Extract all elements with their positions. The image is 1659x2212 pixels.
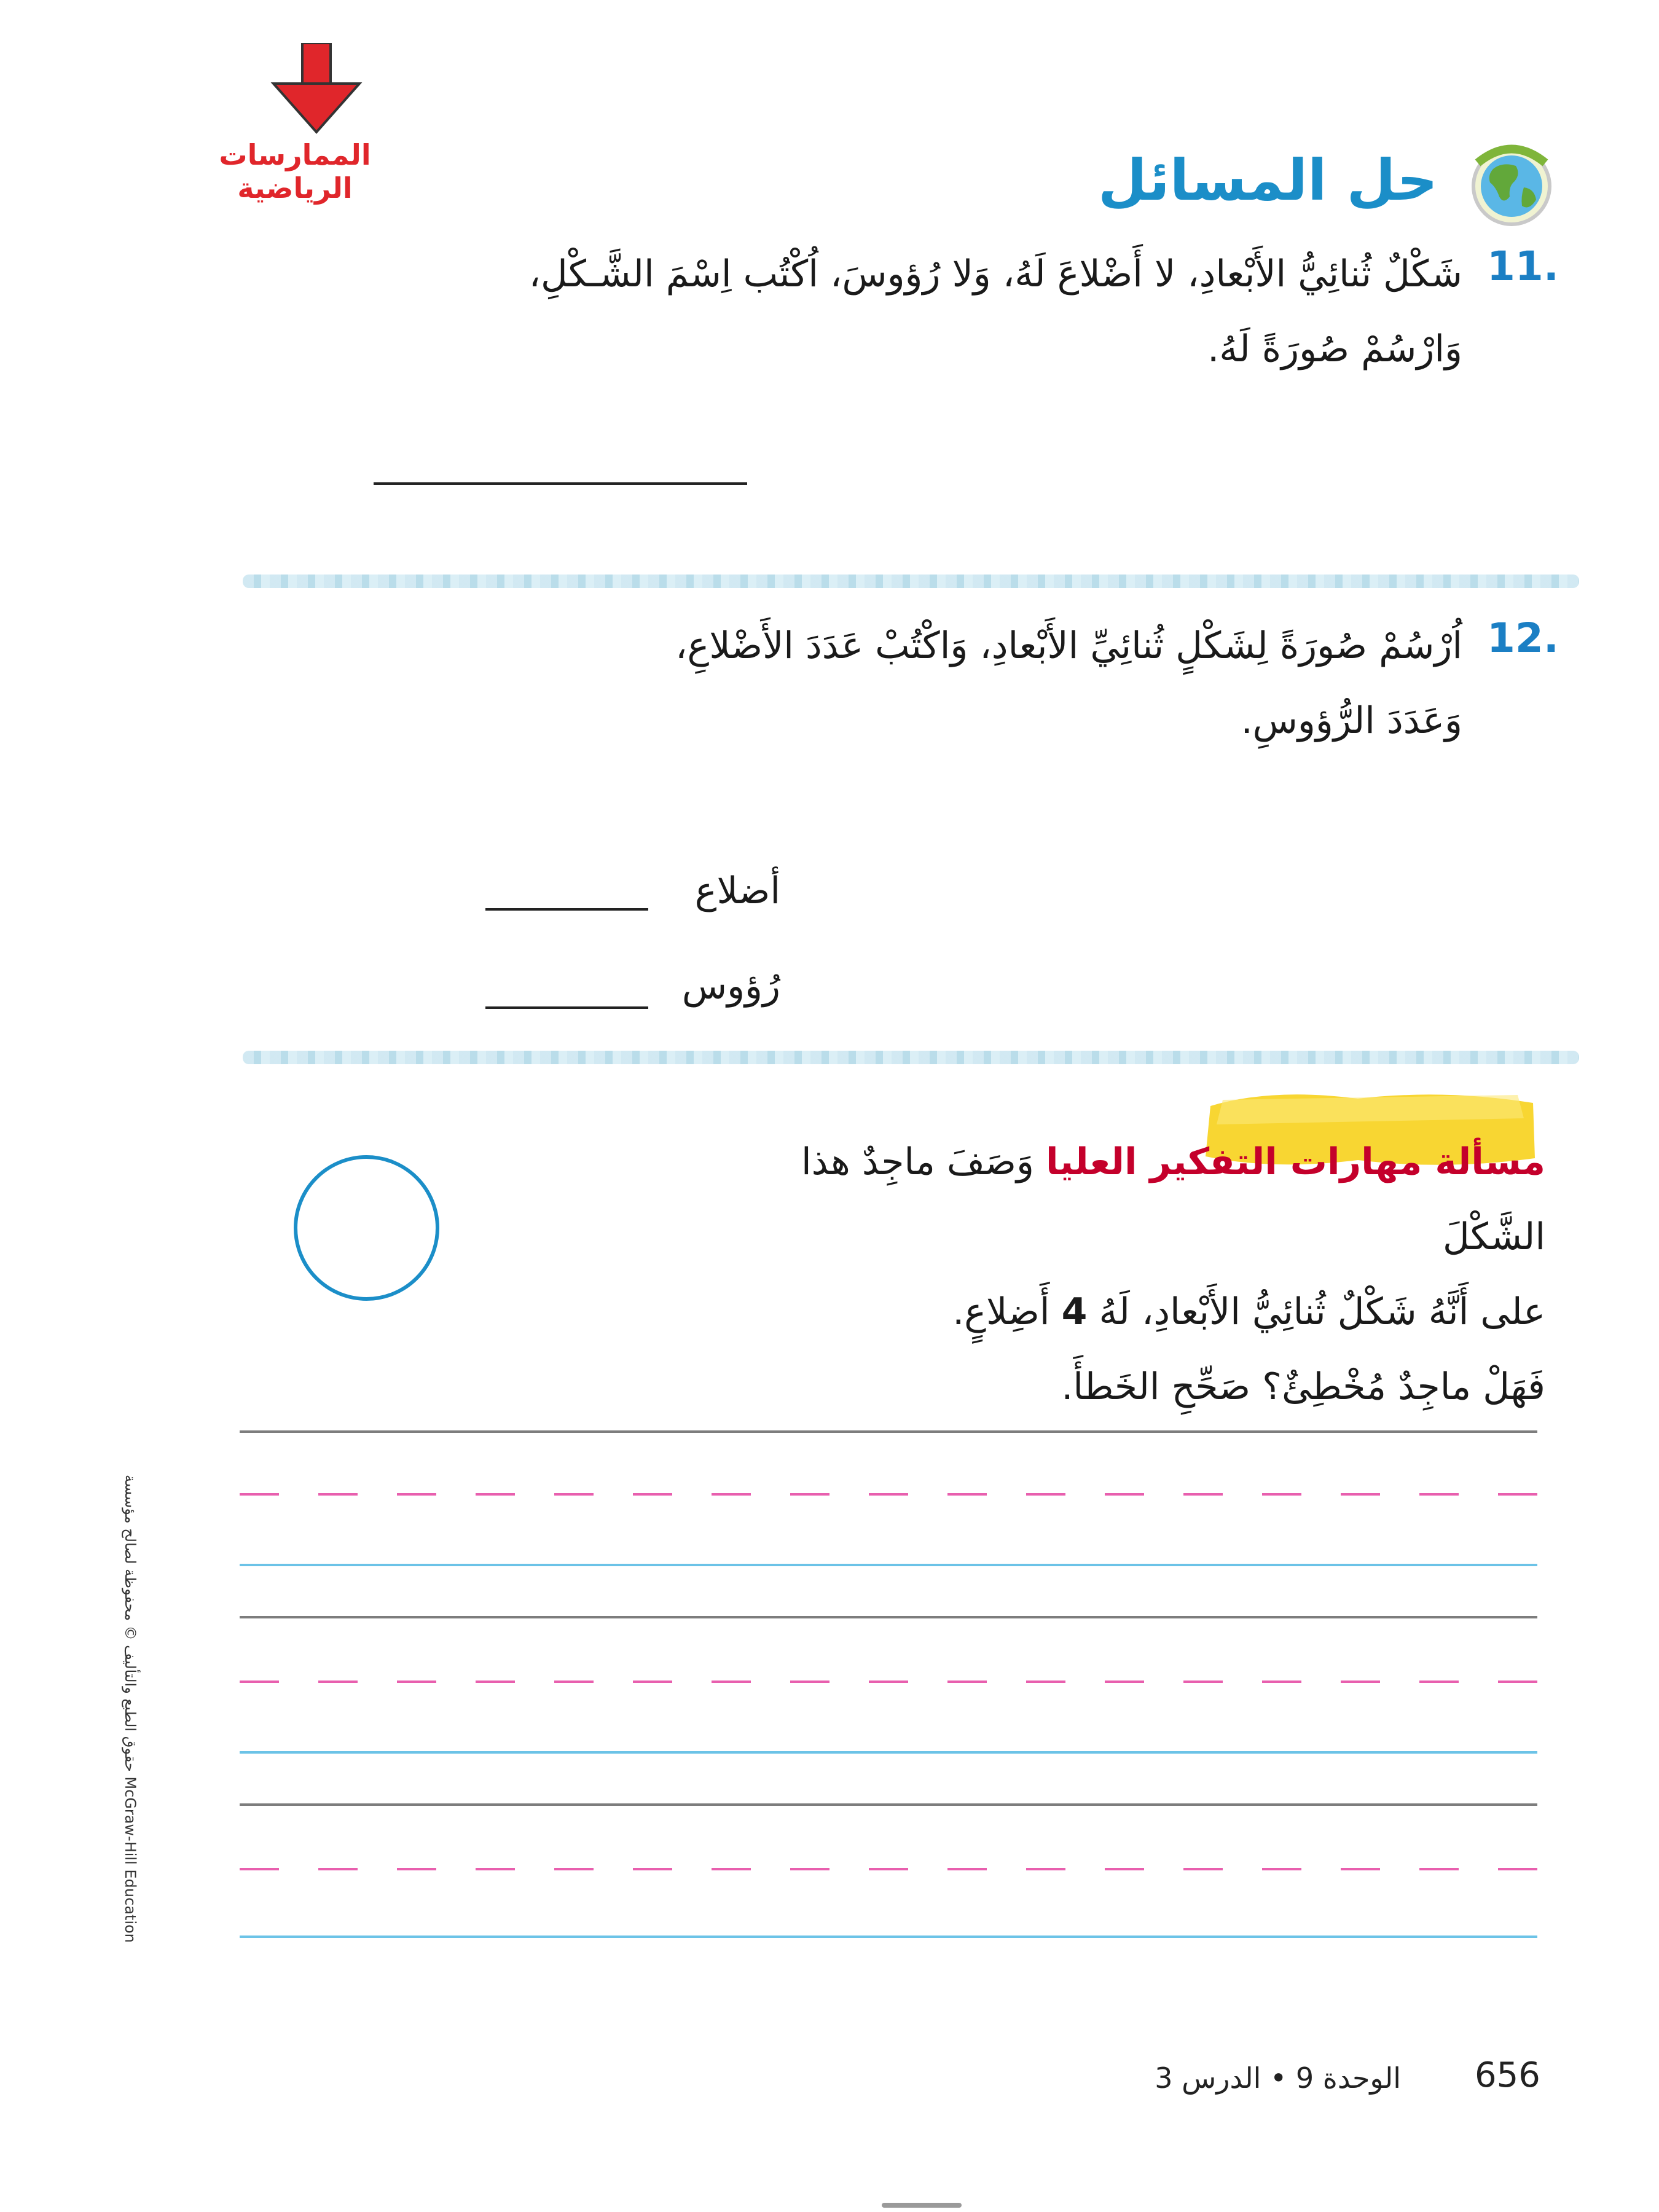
answer-line[interactable] [374, 482, 747, 485]
section-divider [243, 575, 1579, 588]
question-number: 11. [1487, 243, 1559, 290]
unit-lesson [1094, 2061, 1401, 2095]
hots-text-1: وَصَفَ ماجِدٌ هذا الشَّكْلَ [801, 1140, 1545, 1258]
lesson-label: الدرس [1182, 2061, 1261, 2095]
globe-icon [1465, 138, 1558, 230]
writing-guide [240, 1868, 1537, 1870]
hots-number: 4 [1061, 1290, 1088, 1333]
writing-line[interactable] [240, 1616, 1537, 1618]
writing-baseline [240, 1564, 1537, 1566]
circle-shape [294, 1155, 439, 1301]
writing-guide [240, 1493, 1537, 1496]
copyright-notice [112, 1475, 139, 1979]
question-text: شَكْلٌ ثُنائِيُّ الأَبْعادِ، لا أَضْلاعَ لَهُ، وَلا رُؤوسَ، اُكْتُب اِسْمَ الشَّـكْلِ، وَارْسُمْ صُورَةً لَهُ. [528, 253, 1462, 371]
math-practices-label: الممارسات الرياضية [219, 138, 371, 205]
hots-text-2b: أَضِلاعٍ. [952, 1290, 1050, 1333]
vertices-answer-row [485, 965, 780, 1026]
hots-line-1 [697, 1124, 1545, 1274]
sides-blank[interactable] [485, 908, 648, 911]
question-number: 12. [1487, 614, 1559, 662]
writing-baseline [240, 1936, 1537, 1938]
vertices-label: رُؤوس [681, 965, 780, 1008]
bullet: • [1270, 2061, 1287, 2095]
section-title: حل المسائل [1097, 147, 1438, 213]
writing-baseline [240, 1751, 1537, 1754]
hots-line-2 [697, 1274, 1545, 1349]
home-indicator[interactable] [882, 2203, 962, 2208]
hots-label: مسألة مهارات التفكير العليا [1046, 1140, 1545, 1183]
writing-line[interactable] [240, 1430, 1537, 1433]
unit-label: الوحدة [1322, 2061, 1401, 2095]
hots-problem [697, 1124, 1545, 1424]
hots-text-2a: على أَنَّهُ شَكْلٌ ثُنائِيُّ الأَبْعادِ، لَهُ [1099, 1290, 1545, 1333]
vertices-blank[interactable] [485, 1006, 648, 1009]
lesson-number: 3 [1155, 2061, 1173, 2095]
section-divider [243, 1051, 1579, 1064]
writing-guide [240, 1681, 1537, 1683]
page-number: 656 [1475, 2055, 1540, 2095]
sides-answer-row [485, 869, 780, 931]
question-text: اُرْسُمْ صُورَةً لِشَكْلٍ ثُنائِيِّ الأَبْعادِ، وَاكْتُبْ عَدَدَ الأَضْلاعِ، وَعَدَدَ الرُّؤوسِ. [675, 624, 1462, 742]
unit-number: 9 [1295, 2061, 1314, 2095]
hots-line-3: فَهَلْ ماجِدٌ مُخْطِئٌ؟ صَحِّحِ الخَطأَ. [1061, 1365, 1545, 1408]
copyright-text: حقوق الطبع والتأليف © محفوظة لصالح مؤسسة McGraw-Hill Education [122, 1475, 139, 1943]
writing-line[interactable] [240, 1803, 1537, 1806]
down-arrow-icon [270, 43, 363, 135]
sides-label: أضلاع [694, 869, 780, 912]
